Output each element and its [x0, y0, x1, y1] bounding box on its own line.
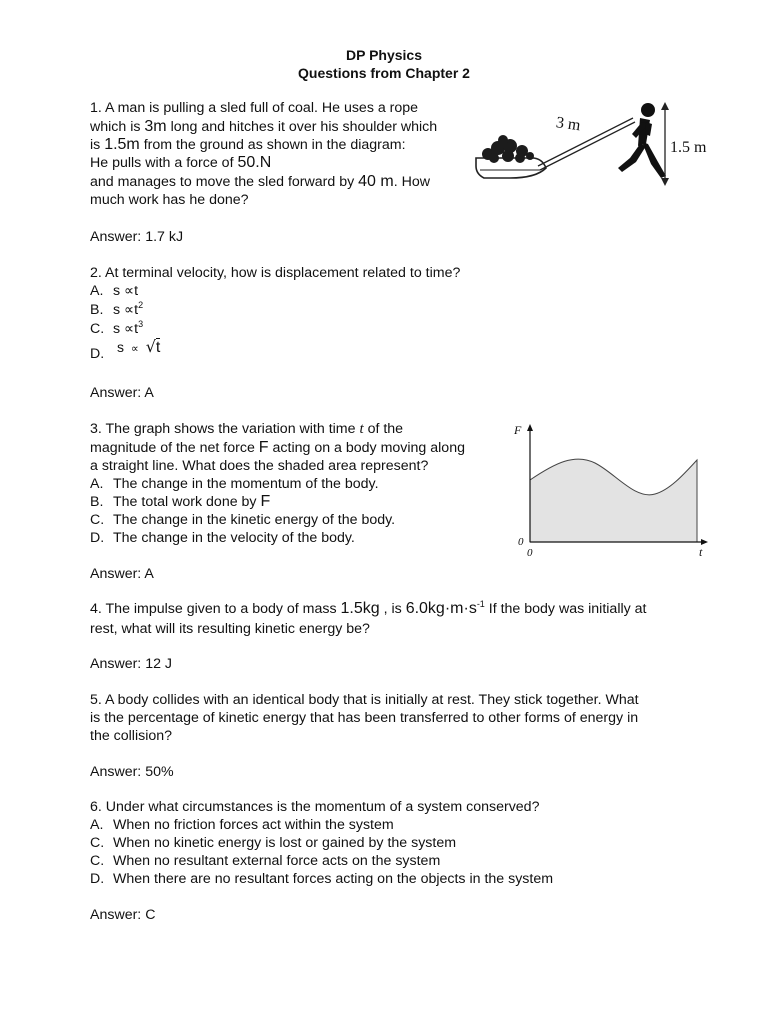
- q3-line-2: magnitude of the net force F acting on a body moving along: [90, 439, 465, 456]
- q3-answer: Answer: A: [90, 566, 154, 582]
- q3-option-a: A. The change in the momentum of the body.: [90, 476, 379, 492]
- q6-option-1: A. When no friction forces act within the system: [90, 817, 394, 833]
- q2-option-c: C. $s \propto t^3$: [90, 319, 144, 337]
- q6-answer: Answer: C: [90, 907, 156, 923]
- q1-line-6: much work has he done?: [90, 192, 249, 208]
- q6-option-4: D. When there are no resultant forces acting on the objects in the system: [90, 871, 554, 887]
- q2-option-d: D. s ∝ √t: [90, 337, 161, 362]
- q4-line-2: rest, what will its resulting kinetic energy be?: [90, 621, 370, 637]
- sqrt-symbol: √: [145, 337, 156, 356]
- sled-diagram: [470, 96, 715, 192]
- q1-line-2: which is 3m long and hitches it over his shoulder which: [90, 118, 438, 135]
- q1-answer: Answer: 1.7 kJ: [90, 229, 184, 245]
- q3-option-c: C. The change in the kinetic energy of the body.: [90, 512, 396, 528]
- force-time-graph: [510, 418, 712, 564]
- q2-option-a: A. s ∝t: [90, 283, 139, 299]
- q2-answer: Answer: A: [90, 385, 154, 401]
- q6-option-3: C. When no resultant external force acts on the system: [90, 853, 441, 869]
- q1-line-3: is 1.5m from the ground as shown in the diagram:: [90, 136, 406, 153]
- q1-line-1: 1. A man is pulling a sled full of coal. He uses a rope: [90, 100, 419, 116]
- x-axis-label: t: [699, 545, 703, 559]
- q6-question: 6. Under what circumstances is the momentum of a system conserved?: [90, 799, 540, 815]
- document-subtitle: Questions from Chapter 2: [298, 65, 470, 81]
- q3-option-d: D. The change in the velocity of the body.: [90, 530, 355, 546]
- q5-line-3: the collision?: [90, 728, 173, 744]
- q1-line-4: He pulls with a force of 50.N: [90, 154, 272, 171]
- q6-option-2: C. When no kinetic energy is lost or gained by the system: [90, 835, 457, 851]
- q4-line-1: 4. The impulse given to a body of mass 1.5kg , is $6.0kg\cdot m\cdot s^{-1}$ If the body was initially at: [90, 599, 647, 617]
- rope-length-label: 3 m: [554, 114, 582, 135]
- document-title: DP Physics: [345, 47, 422, 63]
- q5-line-1: 5. A body collides with an identical body that is initially at rest. They stick together. What: [90, 692, 639, 708]
- shaded-area: [530, 459, 697, 542]
- y-axis-arrow: [527, 424, 533, 431]
- y-axis-label: F: [514, 423, 522, 437]
- q2-option-b: B. $s \propto t^2$: [90, 300, 144, 318]
- q2-question: 2. At terminal velocity, how is displacement related to time?: [90, 265, 461, 281]
- q1-line-5: and manages to move the sled forward by 40 m. How: [90, 173, 430, 190]
- q3-option-b: B. The total work done by F: [90, 493, 271, 510]
- origin-y-label: 0: [518, 536, 524, 548]
- origin-x-label: 0: [527, 547, 533, 559]
- q5-answer: Answer: 50%: [90, 764, 174, 780]
- man-figure: [618, 103, 666, 178]
- height-label: 1.5 m: [670, 139, 707, 156]
- rope: [538, 118, 633, 166]
- q3-line-1: 3. The graph shows the variation with time t of the: [90, 421, 404, 437]
- q3-line-3: a straight line. What does the shaded area represent?: [90, 458, 429, 474]
- q5-line-2: is the percentage of kinetic energy that has been transferred to other forms of energy in: [90, 710, 639, 726]
- q4-answer: Answer: 12 J: [90, 656, 173, 672]
